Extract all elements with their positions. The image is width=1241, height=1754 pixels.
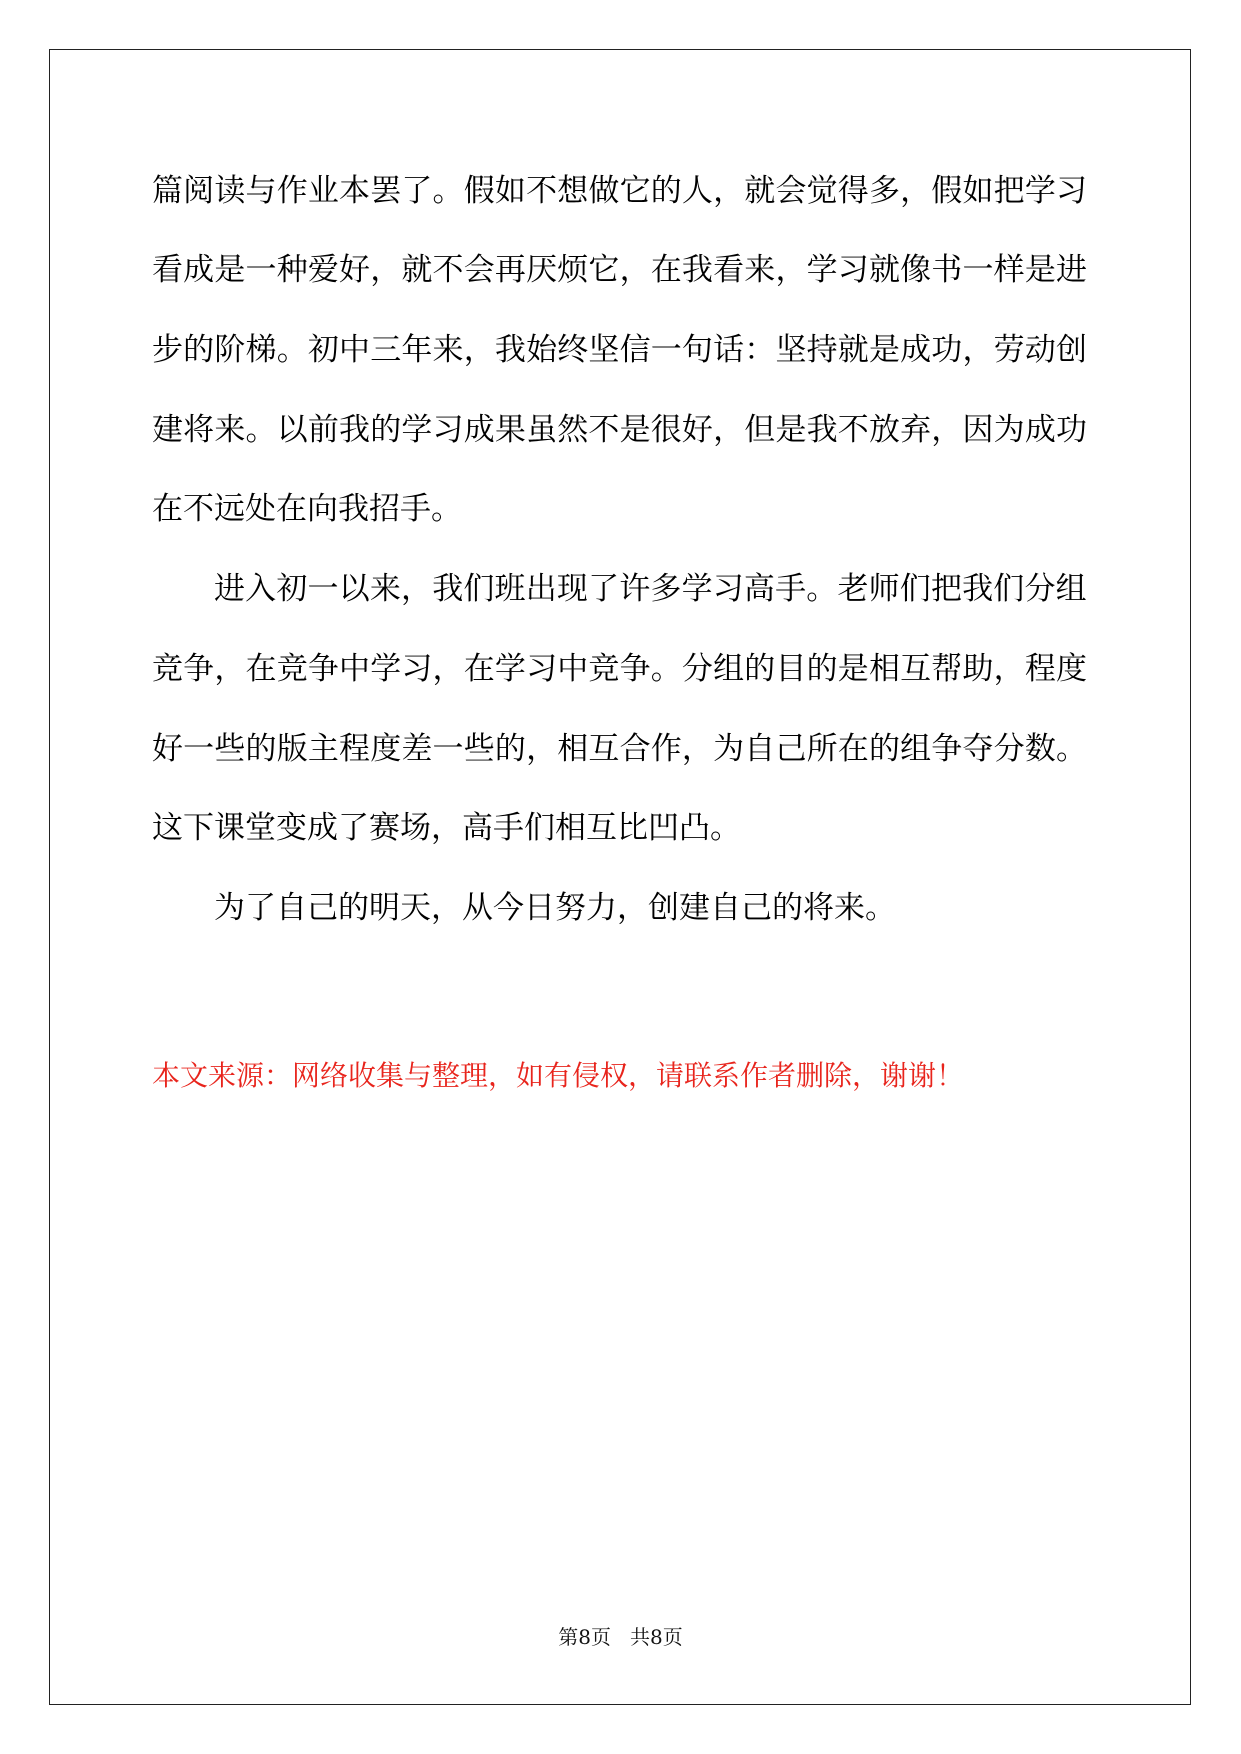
page-number: 第8页 共8页 xyxy=(558,1625,683,1649)
paragraph-2-line-3: 好 一 些 的 版 主 程 度 差 一 些 的 ， 相 互 合 作 ， 为 自 己 所 在 的 组 争 夺 分 数 。 xyxy=(152,731,1087,767)
paragraph-2-line-1: 进 入 初 一 以 来 ， 我 们 班 出 现 了 许 多 学 习 高 手 。 老 师 们 把 我 们 分 组 xyxy=(214,571,1087,607)
paragraph-1-line-1: 篇 阅 读 与 作 业 本 罢 了 。 假 如 不 想 做 它 的 人 ， 就 会 觉 得 多 ， 假 如 把 学 习 xyxy=(152,173,1087,209)
paragraph-1-line-4: 建 将 来 。 以 前 我 的 学 习 成 果 虽 然 不 是 很 好 ， 但 是 我 不 放 弃 ， 因 为 成 功 xyxy=(152,412,1087,448)
page-border xyxy=(49,49,1191,1705)
paragraph-1-line-2: 看 成 是 一 种 爱 好 ， 就 不 会 再 厌 烦 它 ， 在 我 看 来 ， 学 习 就 像 书 一 样 是 进 xyxy=(152,252,1087,288)
paragraph-1-line-3: 步 的 阶 梯 。 初 中 三 年 来 ， 我 始 终 坚 信 一 句 话 ： 坚 持 就 是 成 功 ， 劳 动 创 xyxy=(152,332,1087,368)
paragraph-2-line-4: 这下课堂变成了赛场，高手们相互比凹凸。 xyxy=(152,810,741,846)
paragraph-1-line-5: 在不远处在向我招手。 xyxy=(152,491,462,527)
source-disclaimer: 本文来源：网络收集与整理，如有侵权，请联系作者删除，谢谢！ xyxy=(152,1059,965,1092)
paragraph-2-line-2: 竞 争 ， 在 竞 争 中 学 习 ， 在 学 习 中 竞 争 。 分 组 的 目 的 是 相 互 帮 助 ， 程 度 xyxy=(152,651,1087,687)
paragraph-3-line-1: 为了自己的明天，从今日努力，创建自己的将来。 xyxy=(214,890,896,926)
